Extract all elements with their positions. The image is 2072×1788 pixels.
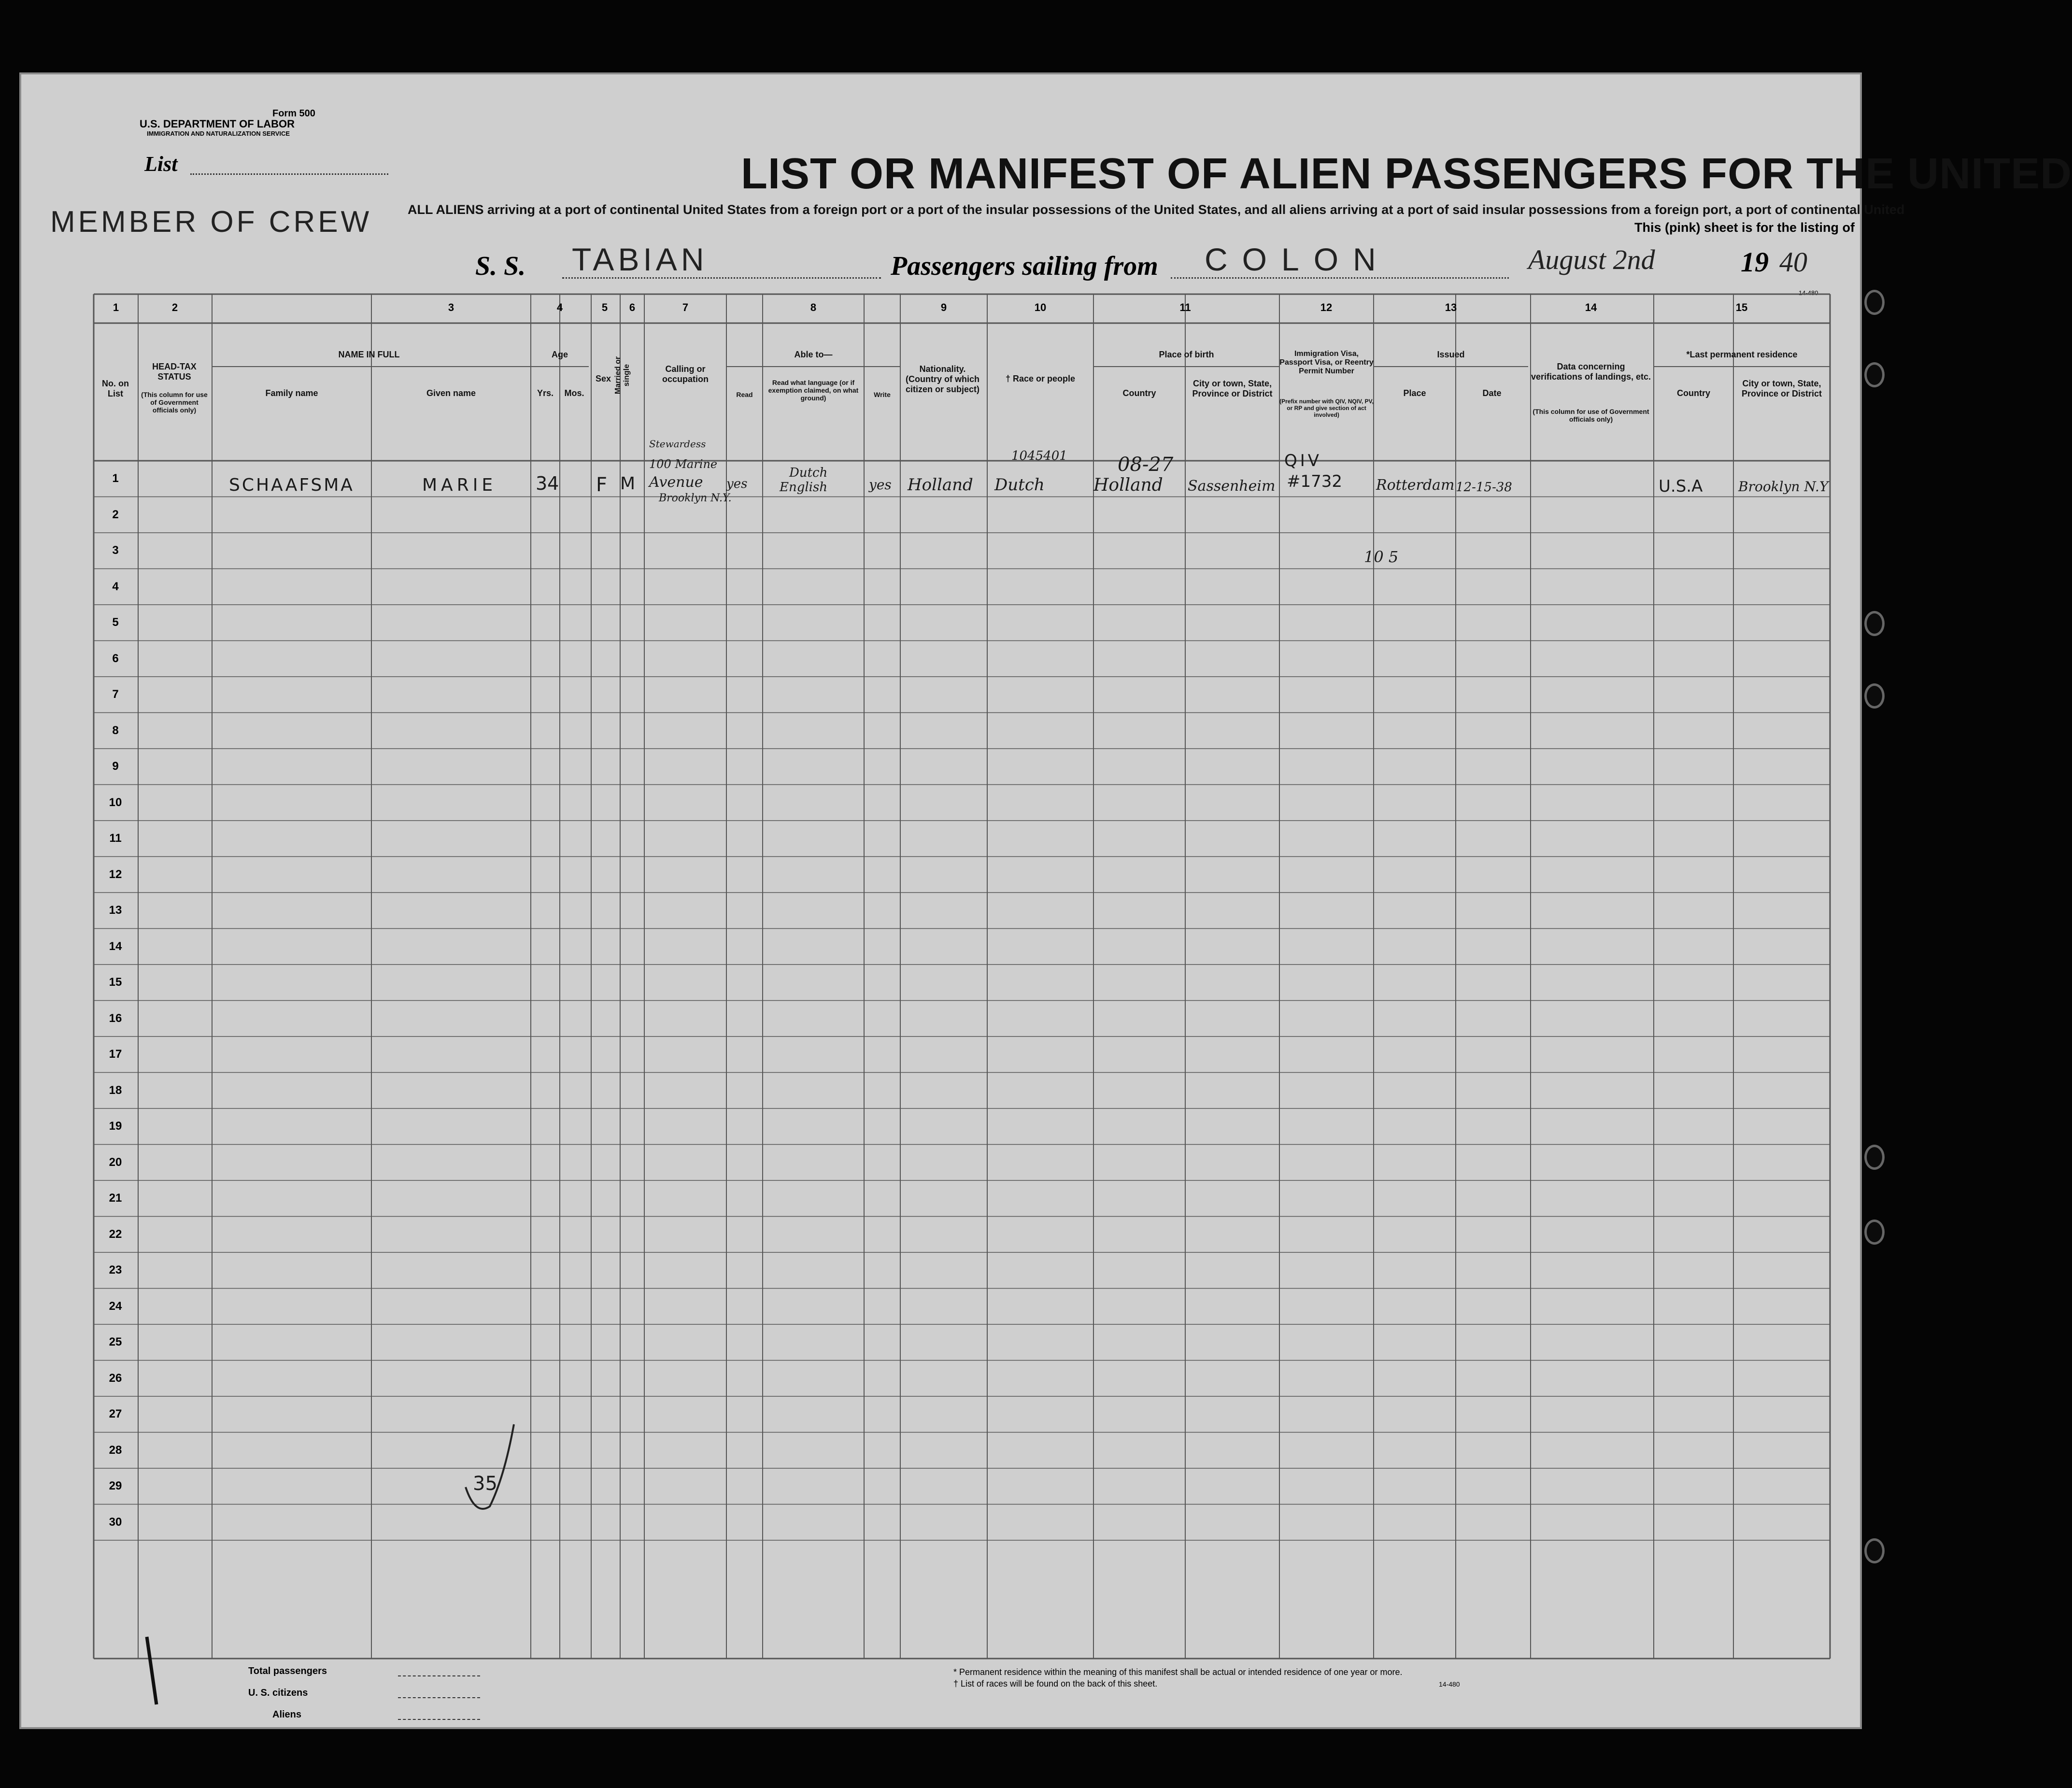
port-line — [1171, 277, 1509, 279]
row-number: 17 — [109, 1048, 122, 1061]
name-in-full-header: NAME IN FULL — [338, 350, 400, 359]
column-number: 10 — [1034, 301, 1047, 313]
read-language-header: Read what language (or if exemption claimed, on what ground) — [768, 379, 859, 402]
place-birth-header: Place of birth — [1159, 350, 1214, 359]
issued-place-header: Place — [1403, 388, 1426, 398]
entry-address-2: Avenue — [649, 474, 703, 491]
visa-note: (Prefix number with QIV, NQIV, PV, or RP and give section of act involved) — [1279, 398, 1374, 418]
family-name-title: Family name — [265, 388, 318, 398]
entry-res-city: Brooklyn N.Y — [1738, 479, 1829, 495]
binder-hole — [1864, 683, 1885, 709]
column-number: 9 — [940, 301, 947, 313]
column-number: 14 — [1585, 301, 1597, 313]
row-number: 14 — [109, 939, 122, 953]
column-number: 13 — [1445, 301, 1457, 313]
row-number: 9 — [112, 760, 119, 773]
row-number: 30 — [109, 1515, 122, 1529]
issued-header: Issued — [1437, 350, 1465, 359]
entry-sex: F — [596, 474, 608, 496]
us-citizens-label: U. S. citizens — [248, 1688, 308, 1698]
head-tax-header: HEAD-TAX STATUS — [152, 362, 197, 382]
entry-married: M — [620, 474, 636, 494]
column-number: 8 — [810, 301, 817, 313]
row-number: 3 — [112, 544, 119, 557]
res-city-header: City or town, State, Province or District — [1741, 379, 1822, 398]
column-number: 11 — [1179, 301, 1191, 313]
column-number: 6 — [629, 301, 636, 313]
row-number: 13 — [109, 904, 122, 917]
entry-read: yes — [726, 477, 748, 491]
visa-note-annotation: 10 5 — [1364, 548, 1399, 566]
column-number: 15 — [1735, 301, 1748, 313]
entry-issued-date: 12-15-38 — [1456, 480, 1512, 495]
total-passengers-label: Total passengers — [248, 1666, 327, 1676]
binder-hole — [1864, 362, 1885, 387]
row-number: 12 — [109, 867, 122, 881]
footnote-permanent-residence: * Permanent residence within the meaning of this manifest shall be actual or intended residence of one year or more. — [953, 1667, 1403, 1677]
entry-res-country: U.S.A — [1659, 477, 1703, 496]
row-number: 29 — [109, 1479, 122, 1493]
aliens-instruction: ALL ALIENS arriving at a port of continental United States from a foreign port or a port of the insular possessions of the United States, and all aliens arriving at a port of said insular possessions from a foreign port, a port of continental United — [408, 202, 1905, 217]
row-number: 7 — [112, 688, 119, 701]
row-number: 26 — [109, 1371, 122, 1385]
year-suffix: 40 — [1779, 246, 1807, 278]
row-number: 22 — [109, 1227, 122, 1241]
sex-header: Sex — [595, 374, 611, 383]
row-number: 11 — [109, 832, 122, 845]
entry-visa-prefix: QIV — [1284, 451, 1322, 470]
column-number: 7 — [682, 301, 689, 313]
row-number: 20 — [109, 1155, 122, 1169]
row-number: 15 — [109, 976, 122, 989]
service-name: IMMIGRATION AND NATURALIZATION SERVICE — [147, 130, 290, 137]
count-annotation: 35 — [473, 1473, 497, 1495]
race-header: † Race or people — [1005, 374, 1076, 383]
ship-line — [562, 277, 881, 279]
entry-address-3: Brooklyn N.Y. — [659, 492, 732, 504]
entry-occupation: Stewardess — [649, 438, 706, 450]
entry-given-name: MARIE — [422, 475, 497, 495]
us-citizens-line — [398, 1697, 480, 1698]
checkmark-annotation — [461, 1419, 519, 1521]
total-passengers-line — [398, 1675, 480, 1676]
binder-hole — [1864, 1220, 1885, 1245]
data-concerning-note: (This column for use of Government officials only) — [1533, 408, 1649, 423]
write-header: Write — [874, 391, 891, 398]
issued-date-header: Date — [1482, 388, 1502, 398]
year-prefix: 19 — [1741, 246, 1769, 278]
entry-visa-number: #1732 — [1287, 472, 1343, 491]
ship-name: TABIAN — [572, 241, 708, 277]
row-number: 10 — [109, 795, 122, 809]
able-to-header: Able to— — [794, 350, 833, 359]
department-name: U.S. DEPARTMENT OF LABOR — [140, 118, 295, 130]
row-number: 23 — [109, 1263, 122, 1277]
entry-issued-place: Rotterdam — [1376, 477, 1455, 494]
no-on-list-header: No. on List — [102, 379, 129, 398]
port-name: COLON — [1205, 241, 1391, 277]
married-header: Married or single — [614, 356, 631, 395]
res-country-header: Country — [1677, 388, 1710, 398]
binder-hole — [1864, 1145, 1885, 1170]
entry-write: yes — [869, 477, 892, 493]
row-number: 1 — [112, 472, 119, 485]
footnote-code: 14-480 — [1439, 1680, 1460, 1688]
row-number: 5 — [112, 616, 119, 629]
entry-family-name: SCHAAFSMA — [229, 475, 355, 495]
checkmark-age — [741, 434, 770, 463]
given-name-title: Given name — [426, 388, 476, 398]
row-number: 4 — [112, 580, 119, 593]
mos-header: Mos. — [564, 388, 584, 398]
binder-hole — [1864, 611, 1885, 636]
row-number: 2 — [112, 508, 119, 521]
read-header: Read — [736, 391, 753, 398]
entry-race-note: 1045401 — [1011, 449, 1067, 463]
column-number: 2 — [171, 301, 178, 313]
entry-address-1: 100 Marine — [649, 457, 718, 471]
binder-hole — [1864, 290, 1885, 315]
data-concerning-header: Data concerning verifications of landings, etc. — [1531, 362, 1651, 382]
tally-mark — [137, 1632, 166, 1709]
column-number: 4 — [556, 301, 563, 313]
entry-birth-country: Holland — [1093, 475, 1163, 495]
entry-birth-city: Sassenheim — [1188, 478, 1276, 495]
row-number: 21 — [109, 1192, 122, 1205]
entry-birth-note: 08-27 — [1118, 454, 1174, 476]
row-number: 16 — [109, 1011, 122, 1025]
last-residence-header: *Last permanent residence — [1686, 350, 1798, 359]
row-number: 25 — [109, 1335, 122, 1349]
birth-country-header: Country — [1122, 388, 1156, 398]
yrs-header: Yrs. — [537, 388, 554, 398]
list-label: List — [144, 152, 178, 176]
visa-header: Immigration Visa, Passport Visa, or Reentry Permit Number — [1279, 350, 1374, 375]
aliens-line — [398, 1719, 480, 1720]
footnote-races: † List of races will be found on the back of this sheet. — [953, 1679, 1158, 1689]
column-number: 3 — [448, 301, 454, 313]
age-header: Age — [551, 350, 568, 359]
form-code: 14-480 — [1799, 289, 1818, 297]
pink-sheet-note: This (pink) sheet is for the listing of — [1634, 220, 1855, 235]
form-number: Form 500 — [272, 108, 315, 119]
page-title: LIST OR MANIFEST OF ALIEN PASSENGERS FOR THE UNITED — [741, 150, 2072, 198]
column-number: 1 — [113, 301, 119, 313]
crew-note: MEMBER OF CREW — [50, 205, 372, 239]
entry-language-1: Dutch — [789, 466, 828, 480]
list-line — [190, 173, 388, 175]
calling-header: Calling or occupation — [662, 364, 709, 384]
entry-age: 34 — [536, 473, 559, 494]
aliens-label: Aliens — [272, 1709, 302, 1720]
nationality-header: Nationality. (Country of which citizen or subject) — [905, 364, 980, 394]
entry-race: Dutch — [994, 475, 1045, 495]
manifest-sheet — [19, 72, 2072, 1729]
entry-nationality: Holland — [908, 475, 973, 495]
table-grid-lines — [94, 294, 1830, 1659]
manifest-table — [94, 294, 1830, 1659]
sailing-label: Passengers sailing from — [891, 251, 1158, 281]
row-number: 27 — [109, 1407, 122, 1421]
row-number: 6 — [112, 652, 119, 665]
birth-city-header: City or town, State, Province or District — [1192, 379, 1273, 398]
row-number: 18 — [109, 1083, 122, 1097]
sailing-date: August 2nd — [1528, 244, 1655, 275]
row-number: 24 — [109, 1299, 122, 1313]
head-tax-note: (This column for use of Government officials only) — [141, 391, 208, 414]
column-number: 12 — [1320, 301, 1333, 313]
column-number: 5 — [601, 301, 608, 313]
row-number: 19 — [109, 1120, 122, 1133]
row-number: 8 — [112, 724, 119, 737]
binder-hole — [1864, 1538, 1885, 1563]
entry-language-2: English — [780, 480, 828, 495]
row-number: 28 — [109, 1443, 122, 1457]
ss-label: S. S. — [475, 251, 526, 281]
